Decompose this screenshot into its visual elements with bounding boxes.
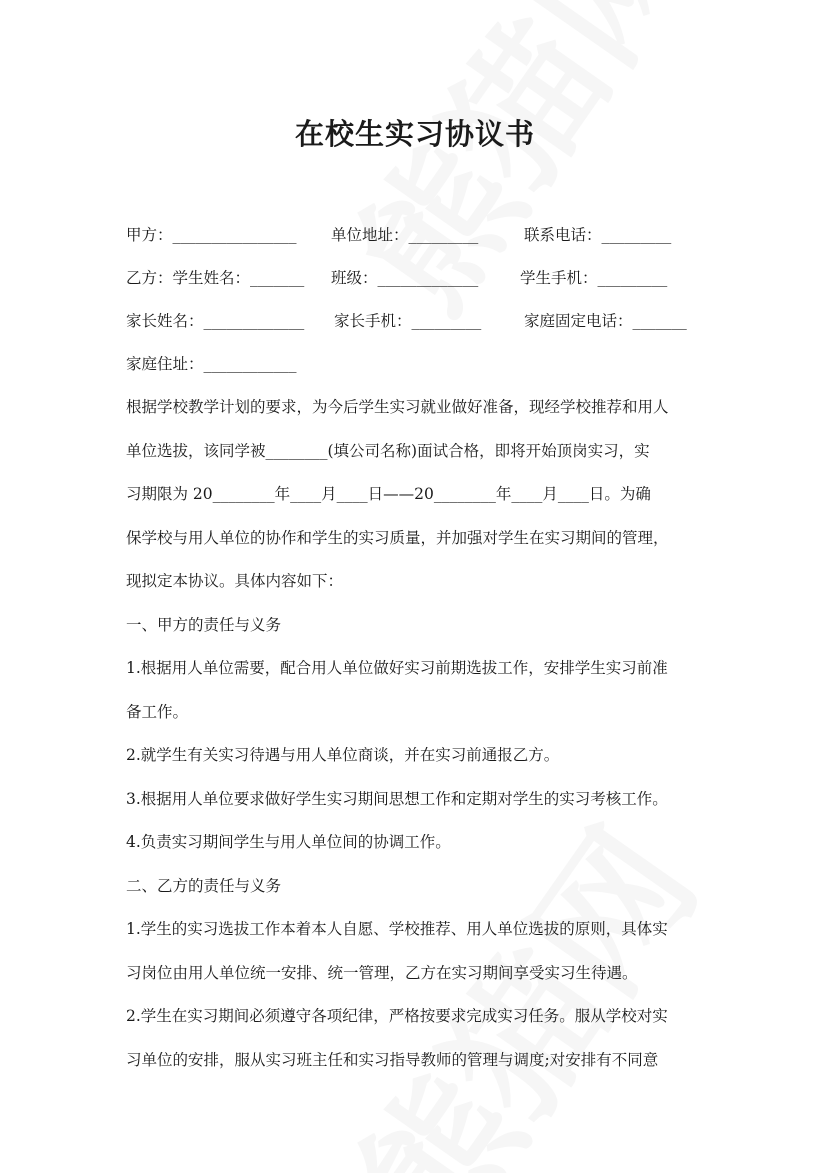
intro-line: 现拟定本协议。具体内容如下： [126, 572, 344, 590]
clause-line: 4.负责实习期间学生与用人单位间的协调工作。 [126, 833, 451, 851]
clause-line: 3.根据用人单位要求做好学生实习期间思想工作和定期对学生的实习考核工作。 [126, 789, 668, 808]
clause-line: 2.学生在实习期间必须遵守各项纪律，严格按要求完成实习任务。服从学校对实 [126, 1007, 668, 1025]
intro-line: 保学校与用人单位的协作和学生的实习质量，并加强对学生在实习期间的管理， [126, 528, 669, 547]
field-row-parent [126, 300, 706, 343]
home-address-field: 家庭住址：____________ [126, 355, 297, 373]
intro-line: 单位选拔，该同学被________(填公司名称)面试合格，即将开始顶岗实习，实 [126, 441, 650, 460]
clause-line: 习岗位由用人单位统一安排、统一管理，乙方在实习期间享受实习生待遇。 [126, 963, 638, 982]
parent-phone-field: 家长手机：_________ [334, 312, 482, 330]
clause-line: 习单位的安排，服从实习班主任和实习指导教师的管理与调度;对安排有不同意 [126, 1050, 659, 1069]
intro-paragraph [126, 386, 706, 604]
section-heading-party-a: 一、甲方的责任与义务 [126, 615, 282, 634]
clause-line: 1.学生的实习选拔工作本着本人自愿、学校推荐、用人单位选拔的原则，具体实 [126, 920, 668, 938]
home-phone-field: 家庭固定电话：_______ [524, 312, 687, 330]
student-phone-field: 学生手机：_________ [520, 269, 668, 287]
document-body [126, 214, 706, 1082]
student-name-field: 乙方：学生姓名：_______ [126, 269, 305, 287]
section-heading-party-b: 二、乙方的责任与义务 [126, 876, 282, 895]
intro-line: 习期限为 20________年____月____日——20________年____月____日。为确 [126, 485, 651, 503]
field-row-party-a [126, 214, 706, 257]
parent-name-field: 家长姓名：_____________ [126, 312, 305, 330]
field-row-home [126, 343, 706, 386]
field-row-party-b [126, 257, 706, 300]
intro-line: 根据学校教学计划的要求，为今后学生实习就业做好准备，现经学校推荐和用人 [126, 398, 669, 416]
clause-line: 2.就学生有关实习待遇与用人单位商谈，并在实习前通报乙方。 [126, 746, 560, 764]
document-title: 在校生实习协议书 [294, 117, 535, 151]
phone-field: 联系电话：_________ [524, 226, 672, 244]
class-field: 班级：_____________ [331, 269, 479, 287]
clause-line: 备工作。 [126, 702, 189, 721]
clause-line: 1.根据用人单位需要，配合用人单位做好实习前期选拔工作，安排学生实习前准 [126, 659, 668, 677]
address-field: 单位地址：_________ [331, 226, 479, 244]
party-a-field: 甲方：________________ [126, 226, 297, 244]
